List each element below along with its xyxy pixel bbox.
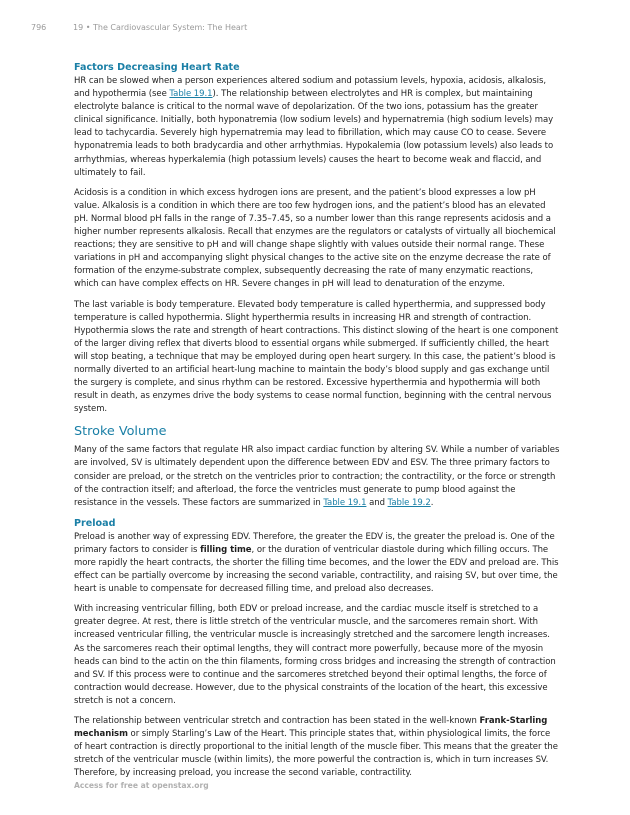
table-19-1-link[interactable]: Table 19.1 <box>323 497 367 508</box>
text-span: Preload is another way of expressing EDV. Therefore, the greater the EDV is, the greater the preload is. One of the primary factors to consider is <box>74 531 555 555</box>
chapter-title: 19 • The Cardiovascular System: The Heart <box>73 23 248 32</box>
text-span: The relationship between ventricular stretch and contraction has been stated in the well-known <box>74 716 480 727</box>
heading-preload: Preload <box>74 517 116 529</box>
text-span: HR can be slowed when a person experiences altered sodium and potassium levels, hypoxia, acidosis, alkalosis, and hypothermia (see <box>74 76 547 100</box>
text-span: or simply Starling’s Law of the Heart. This principle states that, within physiological limits, the force of heart contraction is directly proportional to the initial length of the muscle fiber. This means that the greater the stretch of the ventricular muscle (within limits), the more powerful the contraction is, which in turn increases SV. Therefore, by increasing preload, you increase the second variable, contractility. <box>74 729 558 779</box>
text-span: . <box>430 497 434 508</box>
paragraph <box>74 531 560 596</box>
key-term: filling time <box>200 544 252 555</box>
page-number: 796 <box>31 23 47 32</box>
table-19-2-link[interactable]: Table 19.2 <box>387 497 431 508</box>
paragraph: The last variable is body temperature. Elevated body temperature is called hyperthermia, and suppressed body temperature is called hypothermia. Slight hyperthermia results in increasing HR and strength of contraction. Hypothermia slows the rate and strength of heart contractions. This distinct slowing of the heart is one component of the larger diving reflex that diverts blood to essential organs while submerged. If sufficiently chilled, the heart will stop beating, a technique that may be employed during open heart surgery. In this case, the patient’s blood is normally diverted to an artificial heart-lung machine to maintain the body’s blood supply and gas exchange until the surgery is complete, and sinus rhythm can be restored. Excessive hyperthermia and hypothermia will both result in death, as enzymes drive the body systems to cease normal function, beginning with the central nervous system. <box>74 299 559 415</box>
key-term: Frank-Starling mechanism <box>74 716 548 740</box>
table-19-1-link[interactable]: Table 19.1 <box>169 89 213 100</box>
page-content <box>74 61 560 788</box>
paragraph <box>74 444 560 509</box>
text-span: ). The relationship between electrolytes and HR is complex, but maintaining electrolyte balance is critical to the normal wave of depolarization. Of the two ions, potassium has the greater clinical significance. Initially, both hyponatremia (low sodium levels) and hypernatremia (high sodium levels) may lead to tachycardia. Severely high hypernatremia may lead to fibrillation, which may cause CO to cease. Severe hyponatremia leads to both bradycardia and other arrhythmias. Hypokalemia (low potassium levels) also leads to arrhythmias, whereas hyperkalemia (high potassium levels) causes the heart to become weak and flaccid, and ultimately to fail. <box>74 89 554 178</box>
text-span: and <box>366 497 388 508</box>
paragraph <box>74 715 560 780</box>
paragraph <box>74 75 560 180</box>
paragraph: With increasing ventricular filling, both EDV or preload increase, and the cardiac muscle itself is stretched to a greater degree. At rest, there is little stretch of the ventricular muscle, and the sarcomeres remain short. With increased ventricular filling, the ventricular muscle is increasingly stretched and the sarcomere length increases. As the sarcomeres reach their optimal lengths, they will contract more powerfully, because more of the myosin heads can bind to the actin on the thin filaments, forming cross bridges and increasing the strength of contraction and SV. If this process were to continue and the sarcomeres stretched beyond their optimal lengths, the force of contraction would decrease. However, due to the physical constraints of the location of the heart, this excessive stretch is not a concern. <box>74 604 556 706</box>
page-header <box>31 23 247 32</box>
paragraph: Acidosis is a condition in which excess hydrogen ions are present, and the patient’s blood expresses a low pH value. Alkalosis is a condition in which there are too few hydrogen ions, and the patient’s blood has an elevated pH. Normal blood pH falls in the range of 7.35–7.45, so a number lower than this range represents acidosis and a higher number represents alkalosis. Recall that enzymes are the regulators or catalysts of virtually all biochemical reactions; they are sensitive to pH and will change shape slightly with values outside their normal range. These variations in pH and accompanying slight physical changes to the active site on the enzyme decrease the rate of formation of the enzyme-substrate complex, subsequently decreasing the rate of many enzymatic reactions, which can have complex effects on HR. Severe changes in pH will lead to denaturation of the enzyme. <box>74 187 556 290</box>
text-span: , or the duration of ventricular diastole during which filling occurs. The more rapidly the heart contracts, the shorter the filling time becomes, and the lower the EDV and preload are. This effect can be partially overcome by increasing the second variable, contractility, and raising SV, but over time, the heart is unable to compensate for decreased filling time, and preload also decreases. <box>74 544 559 595</box>
text-span: Many of the same factors that regulate HR also impact cardiac function by altering SV. While a number of variables are involved, SV is ultimately dependent upon the difference between EDV and ESV. The three primary factors to consider are preload, or the stretch on the ventricles prior to contraction; the contractility, or the force or strength of the contraction itself; and afterload, the force the ventricles must generate to pump blood against the resistance in the vessels. These factors are summarized in <box>74 445 560 508</box>
heading-factors-decreasing-heart-rate: Factors Decreasing Heart Rate <box>74 62 240 73</box>
page-footer: Access for free at openstax.org <box>74 781 209 790</box>
heading-stroke-volume: Stroke Volume <box>74 424 167 440</box>
